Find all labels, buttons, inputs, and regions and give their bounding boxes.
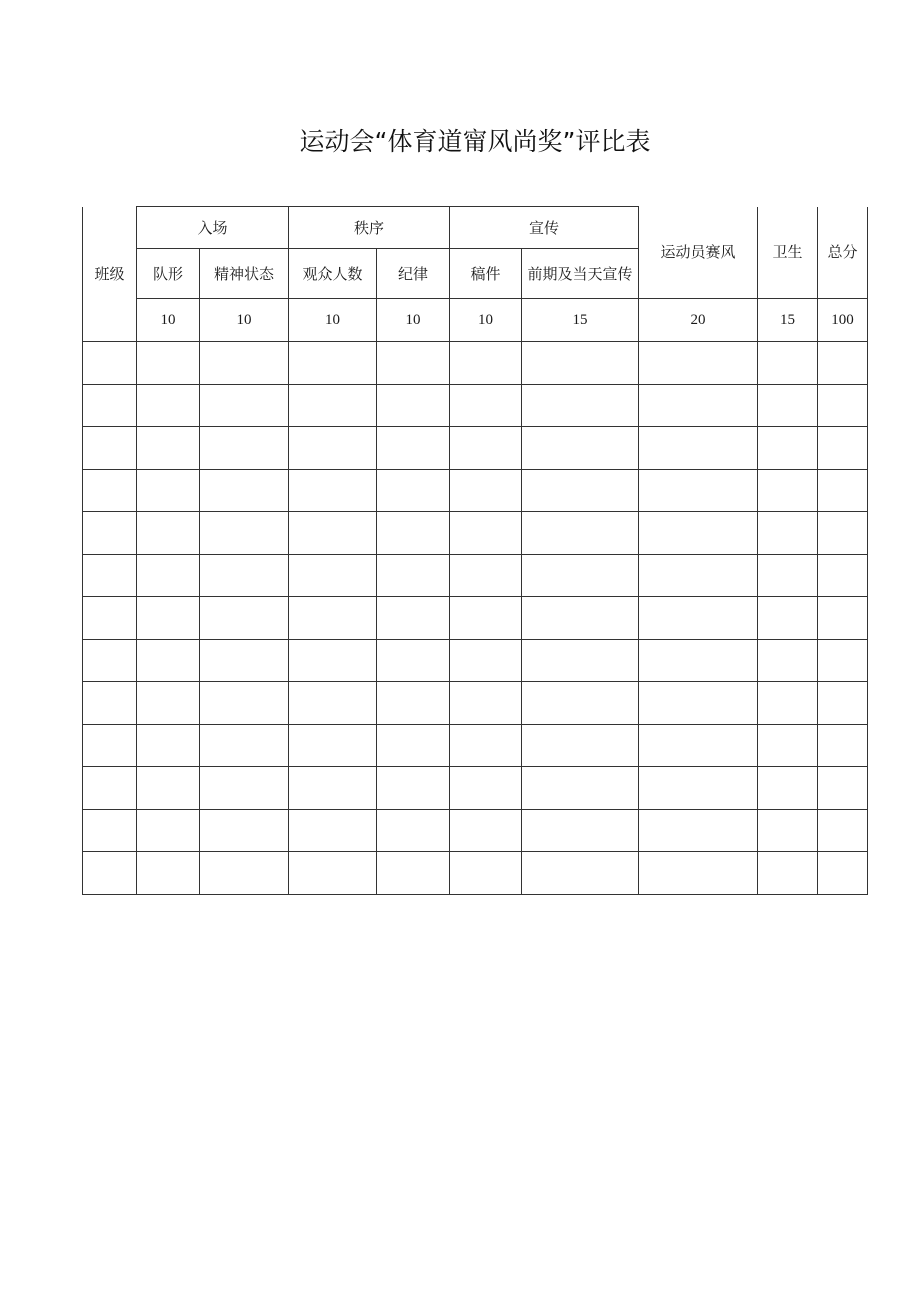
table-cell[interactable] xyxy=(450,427,522,470)
table-cell[interactable] xyxy=(289,597,377,640)
table-cell[interactable] xyxy=(377,682,450,725)
table-cell[interactable] xyxy=(758,682,818,725)
table-cell[interactable] xyxy=(137,512,200,555)
max-score-spirit: 10 xyxy=(200,299,289,342)
table-cell[interactable] xyxy=(639,852,758,895)
table-cell[interactable] xyxy=(522,512,639,555)
table-cell[interactable] xyxy=(522,427,639,470)
table-cell[interactable] xyxy=(818,554,868,597)
table-cell[interactable] xyxy=(200,809,289,852)
table-cell[interactable] xyxy=(377,554,450,597)
table-cell[interactable] xyxy=(758,809,818,852)
table-cell[interactable] xyxy=(450,724,522,767)
table-cell[interactable] xyxy=(377,342,450,385)
table-cell[interactable] xyxy=(818,852,868,895)
table-cell[interactable] xyxy=(522,554,639,597)
header-audience: 观众人数 xyxy=(289,249,377,299)
table-row xyxy=(83,597,868,640)
table-cell[interactable] xyxy=(137,342,200,385)
table-cell[interactable] xyxy=(200,767,289,810)
table-cell[interactable] xyxy=(137,682,200,725)
header-spirit: 精神状态 xyxy=(200,249,289,299)
table-cell[interactable] xyxy=(137,597,200,640)
header-row-groups xyxy=(83,207,868,249)
table-cell[interactable] xyxy=(289,639,377,682)
table-cell[interactable] xyxy=(818,512,868,555)
table-cell[interactable] xyxy=(758,597,818,640)
table-cell[interactable] xyxy=(137,384,200,427)
table-cell[interactable] xyxy=(450,342,522,385)
max-score-sportsmanship: 20 xyxy=(639,299,758,342)
header-discipline: 纪律 xyxy=(377,249,450,299)
table-cell[interactable] xyxy=(639,809,758,852)
max-score-row xyxy=(83,299,868,342)
table-cell[interactable] xyxy=(83,809,137,852)
table-cell[interactable] xyxy=(377,512,450,555)
table-cell[interactable] xyxy=(758,512,818,555)
table-cell[interactable] xyxy=(83,342,137,385)
table-cell[interactable] xyxy=(83,469,137,512)
table-cell[interactable] xyxy=(377,384,450,427)
table-row xyxy=(83,639,868,682)
table-cell[interactable] xyxy=(450,512,522,555)
table-cell[interactable] xyxy=(522,469,639,512)
table-cell[interactable] xyxy=(818,469,868,512)
table-cell[interactable] xyxy=(758,469,818,512)
table-cell[interactable] xyxy=(200,342,289,385)
table-row xyxy=(83,342,868,385)
table-cell[interactable] xyxy=(137,639,200,682)
table-cell[interactable] xyxy=(450,852,522,895)
header-prior-publicity: 前期及当天宣传 xyxy=(522,249,639,299)
table-cell[interactable] xyxy=(639,639,758,682)
table-cell[interactable] xyxy=(377,597,450,640)
table-cell[interactable] xyxy=(522,597,639,640)
header-formation: 队形 xyxy=(137,249,200,299)
table-cell[interactable] xyxy=(200,724,289,767)
table-cell[interactable] xyxy=(289,384,377,427)
table-cell[interactable] xyxy=(522,639,639,682)
table-cell[interactable] xyxy=(758,342,818,385)
table-cell[interactable] xyxy=(818,682,868,725)
table-cell[interactable] xyxy=(377,724,450,767)
table-cell[interactable] xyxy=(639,554,758,597)
table-cell[interactable] xyxy=(289,852,377,895)
table-cell[interactable] xyxy=(377,639,450,682)
table-cell[interactable] xyxy=(450,767,522,810)
table-cell[interactable] xyxy=(137,767,200,810)
table-cell[interactable] xyxy=(83,724,137,767)
table-cell[interactable] xyxy=(200,427,289,470)
table-cell[interactable] xyxy=(639,427,758,470)
table-cell[interactable] xyxy=(137,427,200,470)
table-cell[interactable] xyxy=(450,639,522,682)
table-cell[interactable] xyxy=(83,512,137,555)
table-cell[interactable] xyxy=(83,597,137,640)
header-group-entrance: 入场 xyxy=(137,207,289,249)
table-row xyxy=(83,682,868,725)
table-cell[interactable] xyxy=(639,469,758,512)
table-row xyxy=(83,724,868,767)
table-cell[interactable] xyxy=(818,809,868,852)
table-cell[interactable] xyxy=(289,469,377,512)
table-cell[interactable] xyxy=(758,724,818,767)
max-score-formation: 10 xyxy=(137,299,200,342)
table-row xyxy=(83,554,868,597)
header-group-publicity: 宣传 xyxy=(450,207,639,249)
table-row xyxy=(83,852,868,895)
table-cell[interactable] xyxy=(83,554,137,597)
table-cell[interactable] xyxy=(758,427,818,470)
table-cell[interactable] xyxy=(200,512,289,555)
table-cell[interactable] xyxy=(818,384,868,427)
header-total: 总分 xyxy=(818,207,868,299)
table-cell[interactable] xyxy=(137,724,200,767)
table-row xyxy=(83,384,868,427)
table-cell[interactable] xyxy=(83,852,137,895)
table-cell[interactable] xyxy=(83,639,137,682)
table-cell[interactable] xyxy=(200,852,289,895)
table-cell[interactable] xyxy=(818,767,868,810)
table-cell[interactable] xyxy=(639,384,758,427)
table-cell[interactable] xyxy=(758,554,818,597)
max-score-hygiene: 15 xyxy=(758,299,818,342)
table-cell[interactable] xyxy=(377,767,450,810)
table-cell[interactable] xyxy=(137,852,200,895)
table-cell[interactable] xyxy=(83,767,137,810)
table-cell[interactable] xyxy=(377,427,450,470)
table-cell[interactable] xyxy=(639,724,758,767)
table-cell[interactable] xyxy=(289,554,377,597)
table-cell[interactable] xyxy=(377,469,450,512)
table-cell[interactable] xyxy=(450,554,522,597)
table-cell[interactable] xyxy=(137,809,200,852)
table-cell[interactable] xyxy=(522,809,639,852)
table-cell[interactable] xyxy=(137,469,200,512)
table-cell[interactable] xyxy=(450,597,522,640)
table-cell[interactable] xyxy=(818,342,868,385)
table-cell[interactable] xyxy=(818,597,868,640)
score-table xyxy=(82,206,868,895)
table-cell[interactable] xyxy=(639,512,758,555)
table-cell[interactable] xyxy=(639,682,758,725)
table-cell[interactable] xyxy=(289,809,377,852)
table-cell[interactable] xyxy=(758,384,818,427)
table-cell[interactable] xyxy=(200,639,289,682)
table-cell[interactable] xyxy=(200,682,289,725)
table-cell[interactable] xyxy=(450,384,522,427)
table-cell[interactable] xyxy=(200,597,289,640)
table-cell[interactable] xyxy=(200,554,289,597)
table-cell[interactable] xyxy=(522,767,639,810)
header-manuscripts: 稿件 xyxy=(450,249,522,299)
header-hygiene: 卫生 xyxy=(758,207,818,299)
table-row xyxy=(83,469,868,512)
table-cell[interactable] xyxy=(450,469,522,512)
table-cell[interactable] xyxy=(639,342,758,385)
table-cell[interactable] xyxy=(522,852,639,895)
table-cell[interactable] xyxy=(289,342,377,385)
max-score-manuscripts: 10 xyxy=(450,299,522,342)
table-cell[interactable] xyxy=(83,682,137,725)
table-cell[interactable] xyxy=(818,724,868,767)
table-cell[interactable] xyxy=(522,342,639,385)
table-cell[interactable] xyxy=(200,384,289,427)
table-cell[interactable] xyxy=(289,767,377,810)
table-cell[interactable] xyxy=(450,809,522,852)
table-cell[interactable] xyxy=(522,384,639,427)
table-row xyxy=(83,767,868,810)
table-cell[interactable] xyxy=(450,682,522,725)
max-score-total: 100 xyxy=(818,299,868,342)
table-cell[interactable] xyxy=(758,852,818,895)
table-row xyxy=(83,512,868,555)
header-class: 班级 xyxy=(83,207,137,342)
max-score-discipline: 10 xyxy=(377,299,450,342)
table-cell[interactable] xyxy=(377,809,450,852)
table-cell[interactable] xyxy=(289,682,377,725)
table-row xyxy=(83,809,868,852)
max-score-audience: 10 xyxy=(289,299,377,342)
max-score-prior-publicity: 15 xyxy=(522,299,639,342)
table-cell[interactable] xyxy=(758,767,818,810)
table-cell[interactable] xyxy=(289,512,377,555)
page-title: 运动会“体育道甯风尚奖”评比表 xyxy=(299,127,651,156)
table-cell[interactable] xyxy=(818,639,868,682)
table-cell[interactable] xyxy=(137,554,200,597)
table-row xyxy=(83,427,868,470)
table-cell[interactable] xyxy=(758,639,818,682)
table-cell[interactable] xyxy=(639,767,758,810)
header-sportsmanship: 运动员赛风 xyxy=(639,207,758,299)
table-cell[interactable] xyxy=(522,682,639,725)
table-cell[interactable] xyxy=(289,724,377,767)
table-cell[interactable] xyxy=(639,597,758,640)
table-cell[interactable] xyxy=(83,384,137,427)
table-cell[interactable] xyxy=(200,469,289,512)
header-group-order: 秩序 xyxy=(289,207,450,249)
table-cell[interactable] xyxy=(818,427,868,470)
table-cell[interactable] xyxy=(289,427,377,470)
table-cell[interactable] xyxy=(377,852,450,895)
table-cell[interactable] xyxy=(522,724,639,767)
table-cell[interactable] xyxy=(83,427,137,470)
